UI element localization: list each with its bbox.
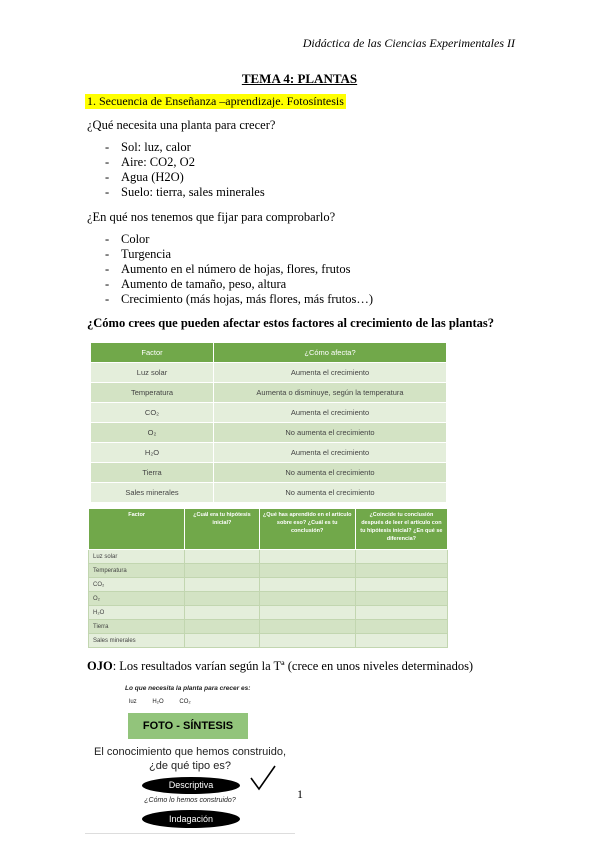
- factors-table: [90, 342, 447, 503]
- figure-caption: Lo que necesita la planta para crecer es:: [125, 685, 251, 692]
- list-item: - Color: [105, 232, 373, 247]
- question-needs: ¿Qué necesita una planta para crecer?: [87, 118, 276, 132]
- checkmark-icon: [248, 764, 278, 794]
- question-factors: ¿Cómo crees que pueden afectar estos factores al crecimiento de las plantas?: [87, 316, 494, 330]
- table-cell: No aumenta el crecimiento: [214, 423, 447, 443]
- inquiry-option: Indagación: [142, 810, 240, 828]
- figure-labels: [129, 699, 205, 705]
- figure-label: H₂O: [152, 699, 164, 705]
- photosynthesis-figure: [85, 680, 295, 834]
- note-text: : Los resultados varían según la Tª (crece en unos niveles determinados): [112, 659, 474, 673]
- table-row: [89, 592, 448, 606]
- answer-cell[interactable]: [259, 634, 355, 648]
- answer-cell[interactable]: [185, 620, 259, 634]
- table-row: [91, 423, 447, 443]
- table-row: [89, 620, 448, 634]
- list-item: - Aire: CO2, O2: [105, 155, 265, 170]
- table-cell: H₂O: [89, 606, 185, 620]
- table-cell: No aumenta el crecimiento: [214, 463, 447, 483]
- table-row: [91, 403, 447, 423]
- answer-cell[interactable]: [355, 578, 447, 592]
- note-label: OJO: [87, 659, 113, 673]
- answer-cell[interactable]: [259, 564, 355, 578]
- figure-subquestion: ¿Cómo lo hemos construido?: [144, 797, 236, 804]
- answer-cell[interactable]: [185, 606, 259, 620]
- note-line: [87, 659, 473, 674]
- table-cell: CO₂: [89, 578, 185, 592]
- table-cell: Aumenta el crecimiento: [214, 363, 447, 383]
- column-header: ¿Qué has aprendido en el artículo sobre eso? ¿Cuál es tu conclusión?: [259, 509, 355, 550]
- answer-cell[interactable]: [355, 634, 447, 648]
- table-row: [91, 463, 447, 483]
- table-cell: No aumenta el crecimiento: [214, 483, 447, 503]
- table-cell: Sales minerales: [91, 483, 214, 503]
- section-heading: 1. Secuencia de Enseñanza –aprendizaje. Fotosíntesis: [87, 94, 344, 108]
- figure-question-line: ¿de qué tipo es?: [149, 760, 231, 772]
- list-item: - Suelo: tierra, sales minerales: [105, 185, 265, 200]
- answer-cell[interactable]: [259, 620, 355, 634]
- list-item: - Sol: luz, calor: [105, 140, 265, 155]
- figure-label: CO₂: [179, 699, 191, 705]
- observations-list: [105, 232, 373, 307]
- answer-cell[interactable]: [259, 592, 355, 606]
- answer-cell[interactable]: [185, 592, 259, 606]
- list-item: - Aumento en el número de hojas, flores, frutos: [105, 262, 373, 277]
- table-cell: CO₂: [91, 403, 214, 423]
- question-observe: ¿En qué nos tenemos que fijar para comprobarlo?: [87, 210, 336, 224]
- table-row: [91, 443, 447, 463]
- column-header: Factor: [89, 509, 185, 550]
- table-cell: O₂: [89, 592, 185, 606]
- figure-label: luz: [129, 699, 137, 705]
- table-cell: Sales minerales: [89, 634, 185, 648]
- table-cell: Temperatura: [91, 383, 214, 403]
- table-row: [91, 383, 447, 403]
- page-title: TEMA 4: PLANTAS: [241, 71, 358, 86]
- column-header: ¿Cómo afecta?: [214, 343, 447, 363]
- column-header: ¿Coincide tu conclusión después de leer el artículo con tu hipótesis inicial? ¿En qué se diferencia?: [355, 509, 447, 550]
- answer-cell[interactable]: [355, 550, 447, 564]
- table-row: [89, 606, 448, 620]
- table-cell: O₂: [91, 423, 214, 443]
- table-cell: Temperatura: [89, 564, 185, 578]
- answer-cell[interactable]: [185, 634, 259, 648]
- table-row: [89, 550, 448, 564]
- table-cell: Tierra: [91, 463, 214, 483]
- table-cell: Aumenta el crecimiento: [214, 443, 447, 463]
- hypothesis-table: [88, 508, 448, 648]
- table-cell: Aumenta el crecimiento: [214, 403, 447, 423]
- photosynthesis-banner: FOTO - SÍNTESIS: [128, 713, 248, 739]
- list-item: - Crecimiento (más hojas, más flores, más frutos…): [105, 292, 373, 307]
- table-header-row: [91, 343, 447, 363]
- answer-cell[interactable]: [259, 606, 355, 620]
- table-cell: Tierra: [89, 620, 185, 634]
- figure-question-line: El conocimiento que hemos construido,: [94, 746, 286, 758]
- table-row: [89, 564, 448, 578]
- table-row: [91, 363, 447, 383]
- table-cell: H₂O: [91, 443, 214, 463]
- descriptive-option: Descriptiva: [142, 777, 240, 794]
- column-header: ¿Cuál era tu hipótesis inicial?: [185, 509, 259, 550]
- page-number: 1: [297, 787, 303, 801]
- answer-cell[interactable]: [185, 578, 259, 592]
- answer-cell[interactable]: [355, 564, 447, 578]
- answer-cell[interactable]: [355, 592, 447, 606]
- answer-cell[interactable]: [259, 578, 355, 592]
- table-row: [91, 483, 447, 503]
- answer-cell[interactable]: [185, 550, 259, 564]
- list-item: - Turgencia: [105, 247, 373, 262]
- table-row: [89, 578, 448, 592]
- column-header: Factor: [91, 343, 214, 363]
- list-item: - Aumento de tamaño, peso, altura: [105, 277, 373, 292]
- table-header-row: [89, 509, 448, 550]
- table-row: [89, 634, 448, 648]
- table-cell: Aumenta o disminuye, según la temperatura: [214, 383, 447, 403]
- needs-list: [105, 140, 265, 200]
- answer-cell[interactable]: [355, 606, 447, 620]
- table-cell: Luz solar: [91, 363, 214, 383]
- running-header: Didáctica de las Ciencias Experimentales II: [302, 36, 515, 50]
- answer-cell[interactable]: [355, 620, 447, 634]
- list-item: - Agua (H2O): [105, 170, 265, 185]
- answer-cell[interactable]: [185, 564, 259, 578]
- answer-cell[interactable]: [259, 550, 355, 564]
- table-cell: Luz solar: [89, 550, 185, 564]
